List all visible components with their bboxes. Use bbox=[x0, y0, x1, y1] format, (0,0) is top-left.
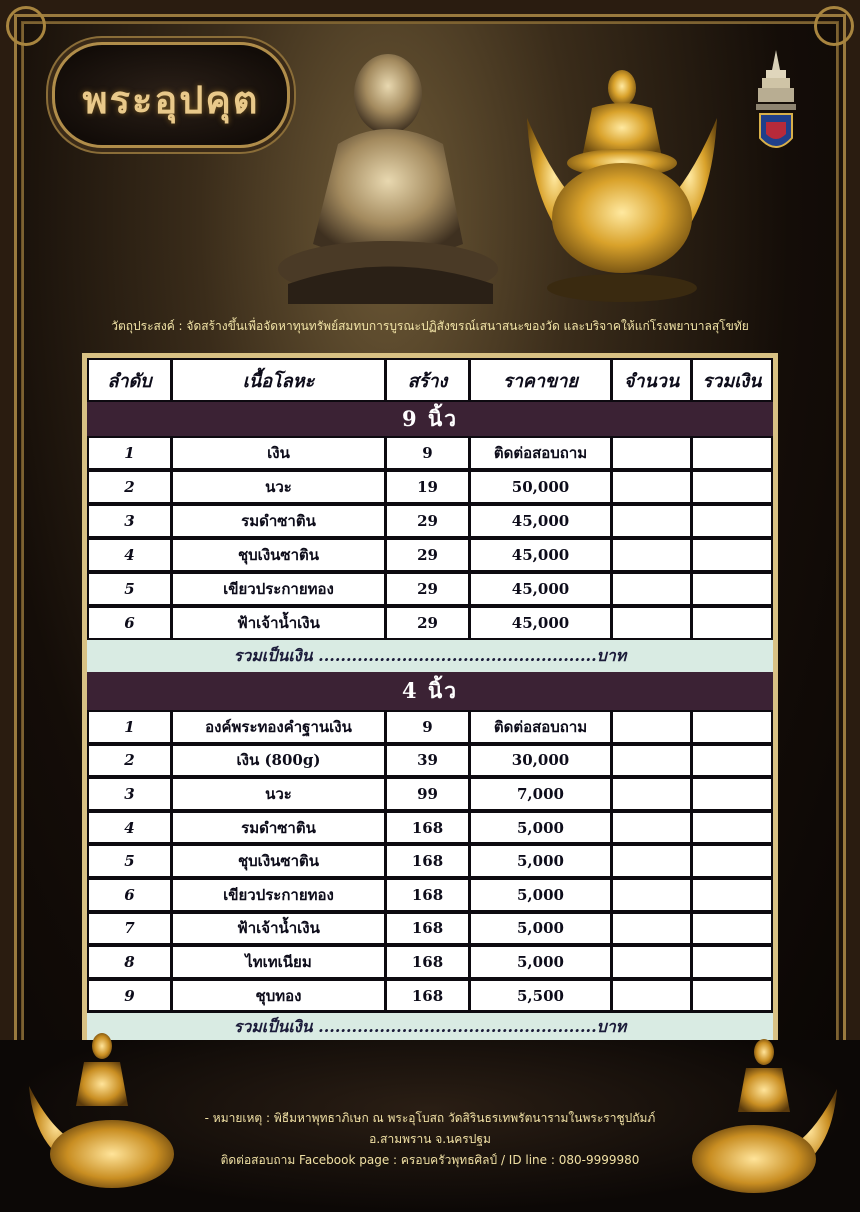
header-price: ราคาขาย bbox=[471, 360, 610, 400]
row-number: 2 bbox=[89, 472, 170, 502]
row-price: ติดต่อสอบถาม bbox=[471, 438, 610, 468]
row-total-cell bbox=[693, 981, 771, 1011]
row-price: 30,000 bbox=[471, 746, 610, 776]
row-quantity-made: 9 bbox=[387, 438, 468, 468]
section-total-9-inch: รวมเป็นเงิน ..................................................บาท bbox=[87, 640, 773, 672]
header-total: รวมเงิน bbox=[693, 360, 771, 400]
row-price: 50,000 bbox=[471, 472, 610, 502]
row-total-cell bbox=[693, 746, 771, 776]
row-material: ชุบทอง bbox=[173, 981, 384, 1011]
footer-notes bbox=[180, 1108, 680, 1171]
row-material: เงิน (800g) bbox=[173, 746, 384, 776]
row-price: 45,000 bbox=[471, 574, 610, 604]
table-row bbox=[87, 878, 773, 912]
row-material: ชุบเงินซาติน bbox=[173, 846, 384, 876]
row-quantity-made: 99 bbox=[387, 779, 468, 809]
table-row bbox=[87, 606, 773, 640]
row-price: 5,000 bbox=[471, 813, 610, 843]
row-number: 4 bbox=[89, 813, 170, 843]
table-row bbox=[87, 945, 773, 979]
row-material: ฟ้าเจ้าน้ำเงิน bbox=[173, 914, 384, 944]
row-number: 3 bbox=[89, 506, 170, 536]
row-quantity-made: 168 bbox=[387, 813, 468, 843]
row-price: 5,000 bbox=[471, 846, 610, 876]
row-price: 5,000 bbox=[471, 914, 610, 944]
row-amount-cell bbox=[613, 746, 690, 776]
row-material: ไทเทเนียม bbox=[173, 947, 384, 977]
row-price: 45,000 bbox=[471, 506, 610, 536]
table-row bbox=[87, 811, 773, 845]
section-header-9-inch: 9 นิ้ว bbox=[87, 402, 773, 436]
row-total-cell bbox=[693, 438, 771, 468]
row-price: 45,000 bbox=[471, 608, 610, 638]
footer-note-contact: ติดต่อสอบถาม Facebook page : ครอบครัวพุทธศิลป์ / ID line : 080-9999980 bbox=[220, 1153, 640, 1167]
row-quantity-made: 29 bbox=[387, 574, 468, 604]
row-quantity-made: 168 bbox=[387, 880, 468, 910]
header-no: ลำดับ bbox=[89, 360, 170, 400]
section-total-4-inch: รวมเป็นเงิน ..................................................บาท bbox=[87, 1013, 773, 1042]
row-total-cell bbox=[693, 712, 771, 742]
row-price: 5,500 bbox=[471, 981, 610, 1011]
corner-ornament-icon bbox=[814, 6, 854, 46]
footer-note-ceremony: - หมายเหตุ : พิธีมหาพุทธาภิเษก ณ พระอุโบสถ วัดสิรินธรเทพรัตนารามในพระราชูปถัมภ์ bbox=[204, 1111, 656, 1125]
row-number: 1 bbox=[89, 438, 170, 468]
row-total-cell bbox=[693, 880, 771, 910]
buddha-statue-image bbox=[268, 34, 508, 304]
row-total-cell bbox=[693, 947, 771, 977]
table-row bbox=[87, 979, 773, 1013]
row-amount-cell bbox=[613, 981, 690, 1011]
row-number: 5 bbox=[89, 846, 170, 876]
row-number: 2 bbox=[89, 746, 170, 776]
table-row bbox=[87, 844, 773, 878]
row-amount-cell bbox=[613, 712, 690, 742]
corner-ornament-icon bbox=[6, 6, 46, 46]
row-quantity-made: 168 bbox=[387, 981, 468, 1011]
row-material: องค์พระทองคำฐานเงิน bbox=[173, 712, 384, 742]
row-amount-cell bbox=[613, 813, 690, 843]
row-quantity-made: 9 bbox=[387, 712, 468, 742]
title-plate bbox=[52, 42, 290, 148]
row-amount-cell bbox=[613, 846, 690, 876]
table-row bbox=[87, 538, 773, 572]
row-amount-cell bbox=[613, 574, 690, 604]
row-amount-cell bbox=[613, 540, 690, 570]
row-number: 6 bbox=[89, 880, 170, 910]
row-amount-cell bbox=[613, 880, 690, 910]
purpose-text: วัตถุประสงค์ : จัดสร้างขึ้นเพื่อจัดหาทุนทรัพย์สมทบการบูรณะปฏิสังขรณ์เสนาสนะของวัด และบริจาคให้แก่โรงพยาบาลสุโขทัย bbox=[111, 319, 749, 333]
row-number: 9 bbox=[89, 981, 170, 1011]
golden-garuda-image bbox=[512, 58, 732, 308]
page-title: พระอุปคุต bbox=[82, 77, 260, 122]
row-price: 5,000 bbox=[471, 947, 610, 977]
row-quantity-made: 39 bbox=[387, 746, 468, 776]
row-total-cell bbox=[693, 779, 771, 809]
row-quantity-made: 168 bbox=[387, 846, 468, 876]
garuda-statue-right-image bbox=[682, 1034, 842, 1199]
table-row bbox=[87, 710, 773, 744]
row-price: 5,000 bbox=[471, 880, 610, 910]
garuda-statue-left-image bbox=[24, 1026, 184, 1196]
row-material: ฟ้าเจ้าน้ำเงิน bbox=[173, 608, 384, 638]
section-header-4-inch: 4 นิ้ว bbox=[87, 672, 773, 710]
row-number: 1 bbox=[89, 712, 170, 742]
row-material: เงิน bbox=[173, 438, 384, 468]
row-number: 3 bbox=[89, 779, 170, 809]
row-total-cell bbox=[693, 914, 771, 944]
row-material: รมดำซาติน bbox=[173, 506, 384, 536]
row-material: นวะ bbox=[173, 779, 384, 809]
row-number: 5 bbox=[89, 574, 170, 604]
table-row bbox=[87, 470, 773, 504]
price-table-body bbox=[87, 358, 773, 1042]
price-table bbox=[82, 353, 778, 1047]
header-amount: จำนวน bbox=[613, 360, 690, 400]
row-material: ชุบเงินซาติน bbox=[173, 540, 384, 570]
table-row bbox=[87, 777, 773, 811]
row-price: ติดต่อสอบถาม bbox=[471, 712, 610, 742]
row-total-cell bbox=[693, 813, 771, 843]
row-total-cell bbox=[693, 846, 771, 876]
table-row bbox=[87, 744, 773, 778]
row-number: 4 bbox=[89, 540, 170, 570]
row-number: 8 bbox=[89, 947, 170, 977]
row-material: นวะ bbox=[173, 472, 384, 502]
row-quantity-made: 168 bbox=[387, 914, 468, 944]
row-total-cell bbox=[693, 540, 771, 570]
row-amount-cell bbox=[613, 608, 690, 638]
row-amount-cell bbox=[613, 438, 690, 468]
row-quantity-made: 29 bbox=[387, 608, 468, 638]
row-quantity-made: 29 bbox=[387, 540, 468, 570]
row-total-cell bbox=[693, 472, 771, 502]
row-material: รมดำซาติน bbox=[173, 813, 384, 843]
row-number: 7 bbox=[89, 914, 170, 944]
table-row bbox=[87, 912, 773, 946]
row-material: เขียวประกายทอง bbox=[173, 880, 384, 910]
row-total-cell bbox=[693, 608, 771, 638]
table-row bbox=[87, 572, 773, 606]
row-total-cell bbox=[693, 506, 771, 536]
row-amount-cell bbox=[613, 779, 690, 809]
row-quantity-made: 168 bbox=[387, 947, 468, 977]
row-amount-cell bbox=[613, 472, 690, 502]
header-quantity-made: สร้าง bbox=[387, 360, 468, 400]
row-quantity-made: 19 bbox=[387, 472, 468, 502]
row-total-cell bbox=[693, 574, 771, 604]
row-amount-cell bbox=[613, 506, 690, 536]
row-quantity-made: 29 bbox=[387, 506, 468, 536]
row-amount-cell bbox=[613, 947, 690, 977]
row-material: เขียวประกายทอง bbox=[173, 574, 384, 604]
row-number: 6 bbox=[89, 608, 170, 638]
footer-note-location: อ.สามพราน จ.นครปฐม bbox=[369, 1132, 491, 1146]
row-amount-cell bbox=[613, 914, 690, 944]
row-price: 7,000 bbox=[471, 779, 610, 809]
temple-logo-icon bbox=[754, 50, 798, 160]
table-row bbox=[87, 436, 773, 470]
table-row bbox=[87, 504, 773, 538]
row-price: 45,000 bbox=[471, 540, 610, 570]
header-material: เนื้อโลหะ bbox=[173, 360, 384, 400]
table-header-row bbox=[87, 358, 773, 402]
